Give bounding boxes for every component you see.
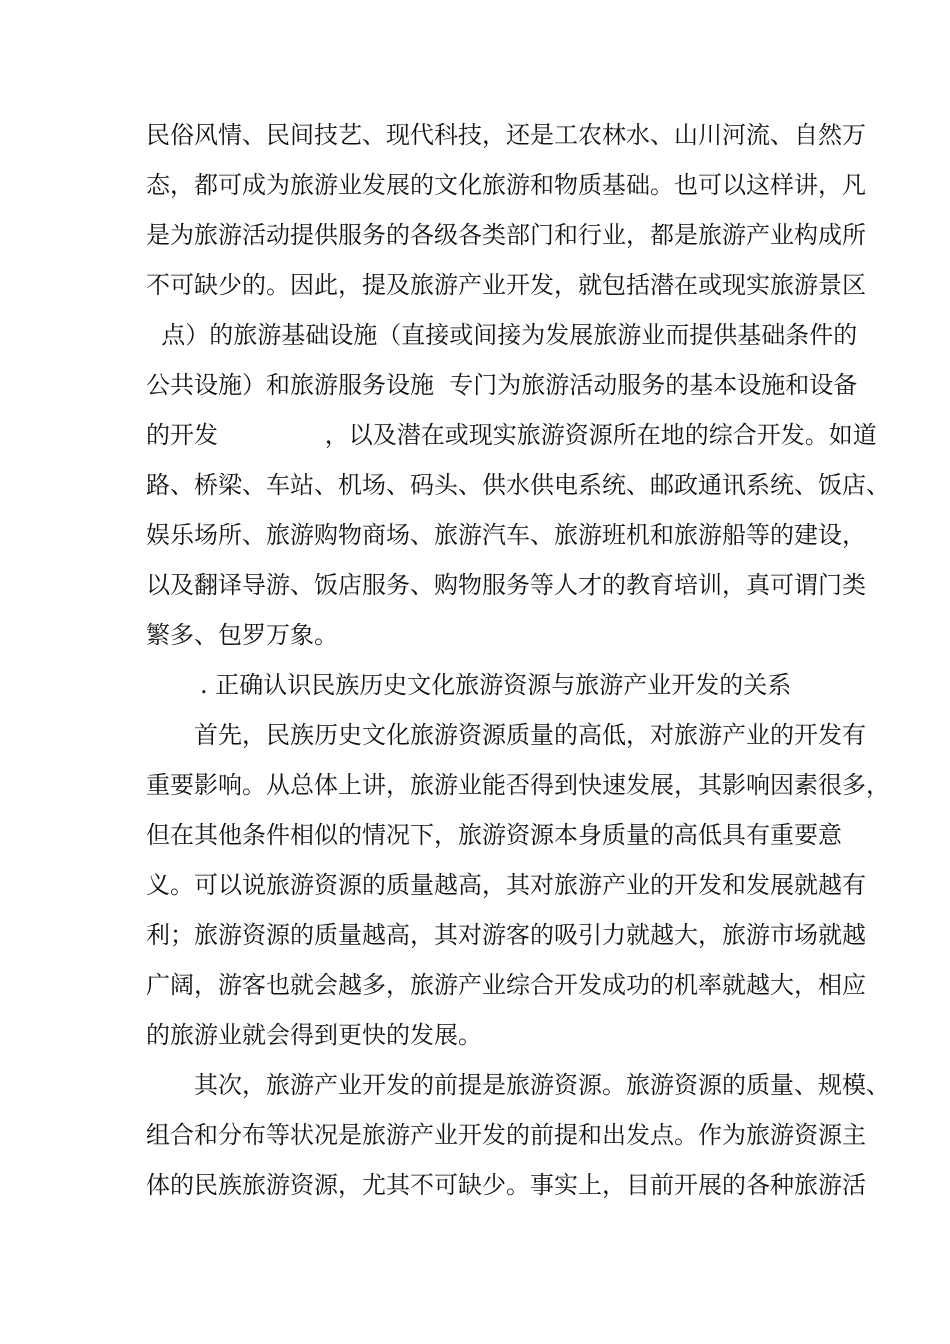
text-line: 但在其他条件相似的情况下，旅游资源本身质量的高低具有重要意 <box>146 821 842 849</box>
text-line: 义。可以说旅游资源的质量越高，其对旅游产业的开发和发展就越有 <box>146 871 866 899</box>
text-line: 的旅游业就会得到更快的发展。 <box>146 1021 482 1049</box>
text-line: 娱乐场所、旅游购物商场、旅游汽车、旅游班机和旅游船等的建设， <box>146 521 866 549</box>
text-line: 是为旅游活动提供服务的各级各类部门和行业，都是旅游产业构成所 <box>146 221 866 249</box>
text-line: 其次，旅游产业开发的前提是旅游资源。旅游资源的质量、规模、 <box>194 1071 890 1099</box>
section-heading: . 正确认识民族历史文化旅游资源与旅游产业开发的关系 <box>200 671 792 699</box>
text-line: 繁多、包罗万象。 <box>146 621 338 649</box>
text-line: 的开发 ，以及潜在或现实旅游资源所在地的综合开发。如道 <box>146 421 877 449</box>
text-line: 公共设施）和旅游服务设施 专门为旅游活动服务的基本设施和设备 <box>146 371 858 399</box>
text-line: 体的民族旅游资源，尤其不可缺少。事实上，目前开展的各种旅游活 <box>146 1171 866 1199</box>
text-line: 态，都可成为旅游业发展的文化旅游和物质基础。也可以这样讲，凡 <box>146 171 866 199</box>
text-line: 以及翻译导游、饭店服务、购物服务等人才的教育培训，真可谓门类 <box>146 571 866 599</box>
text-line: 广阔，游客也就会越多，旅游产业综合开发成功的机率就越大，相应 <box>146 971 866 999</box>
text-line: 利；旅游资源的质量越高，其对游客的吸引力就越大，旅游市场就越 <box>146 921 866 949</box>
text-line: 路、桥梁、车站、机场、码头、供水供电系统、邮政通讯系统、饭店、 <box>146 471 890 499</box>
text-line: 不可缺少的。因此，提及旅游产业开发，就包括潜在或现实旅游景区 <box>146 271 866 299</box>
text-line: 点）的旅游基础设施（直接或间接为发展旅游业而提供基础条件的 <box>146 321 858 349</box>
text-line: 民俗风情、民间技艺、现代科技，还是工农林水、山川河流、自然万 <box>146 121 866 149</box>
text-line: 重要影响。从总体上讲，旅游业能否得到快速发展，其影响因素很多， <box>146 771 890 799</box>
text-line: 组合和分布等状况是旅游产业开发的前提和出发点。作为旅游资源主 <box>146 1121 866 1149</box>
text-line: 首先，民族历史文化旅游资源质量的高低，对旅游产业的开发有 <box>194 721 866 749</box>
